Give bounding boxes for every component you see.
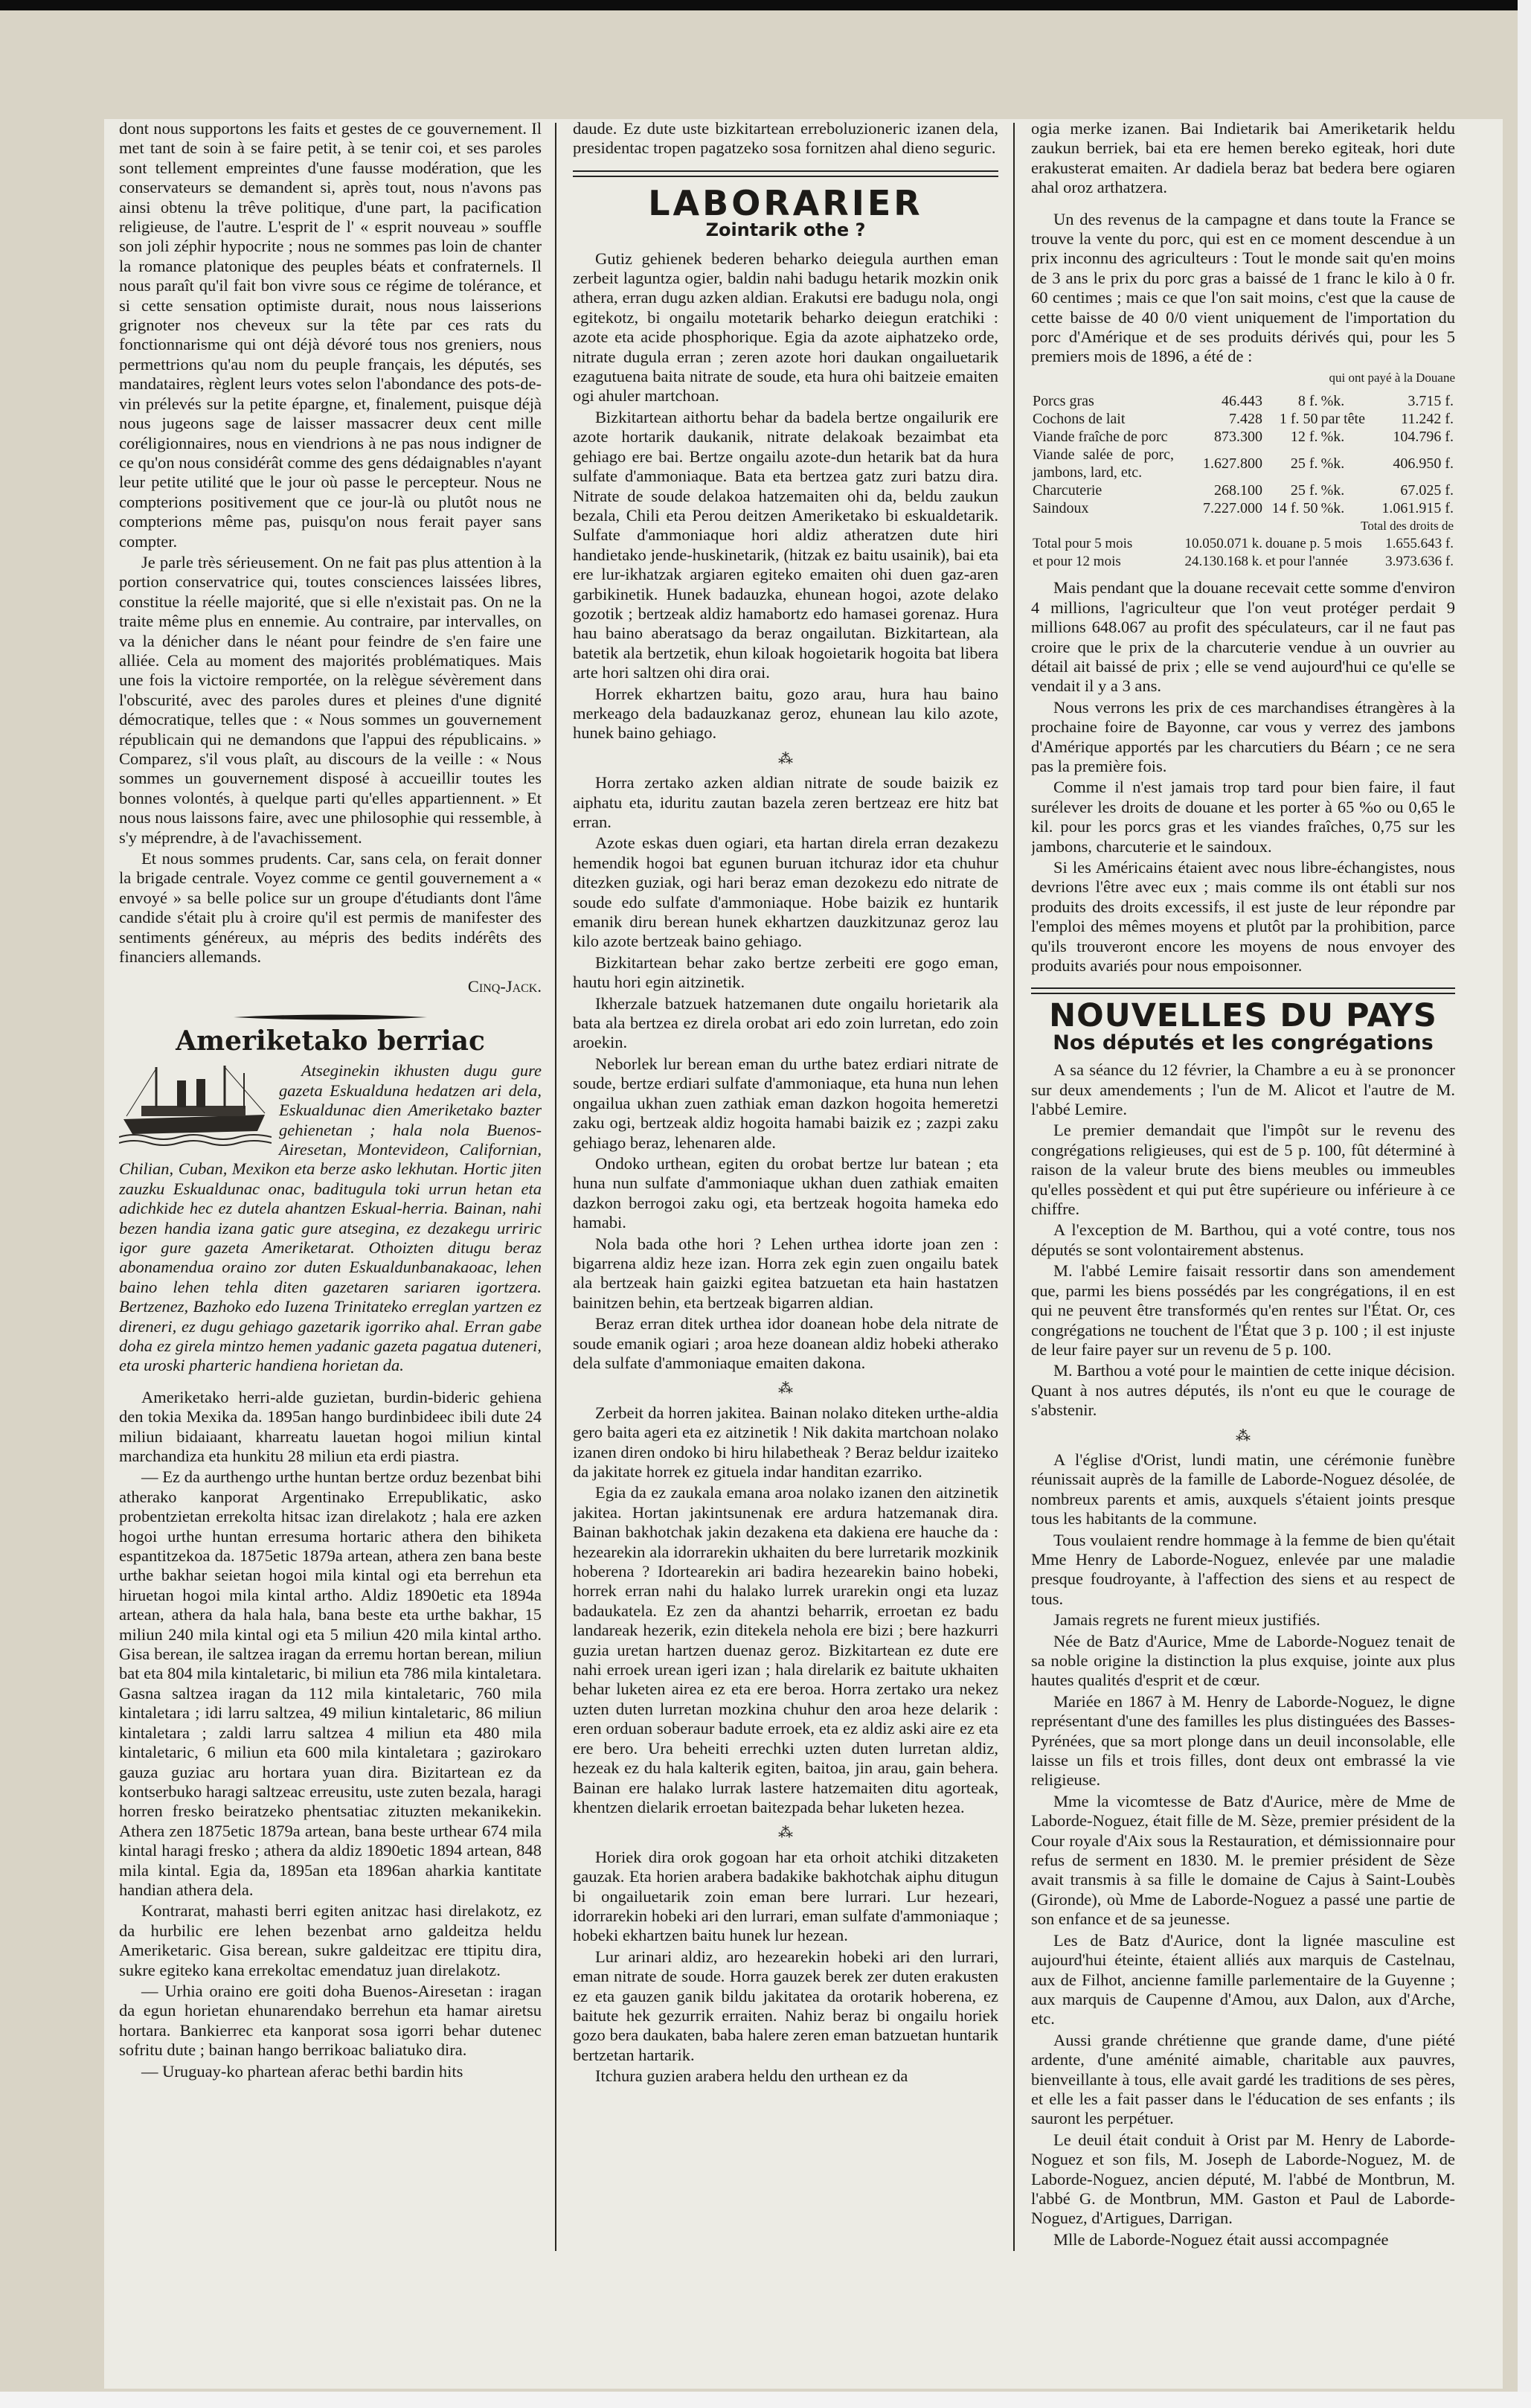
paragraph-italic: Atseginekin ikhusten dugu gure gazeta Eskualduna hedatzen ari dela, Eskualdunac dien Ameriketako bazter gehienetan ; hala nola Buenos-Airesetan, Montevideon, Californian, Chilian, Cuban, Mexikon eta berze asko lekhutan. Hortic jiten zauzku Eskualdunac onac, baditugula toki urrun hetan eta adichkide hec ez dutela ahantzen Eskual-herria. Bainan, nahi bezen handia izana gatic gure atseginа, ez dezakegu urriric igor gure gazeta Ameriketarat. Othoizten ditugu beraz abonamendua oraino zor duten Eskualdunbanakaoac, lehen baino lehen tehla diten gazetaren sariaren igortzera. Bertzenez, Bazhoko edo Iuzena Trinitateko erreglan yartzen ez direneri, ez dugu gehiago gazetarik igorriko ahal. Erran gabe doha ez girela mintzo hemen yadanic gazeta pagatua duteneri, eta uroski pharteric handiena horietan da.: [119, 1061, 542, 1375]
paragraph: A sa séance du 12 février, la Chambre a eu à se prononcer sur deux amendements ; l'un de M. Alicot et l'autre de M. l'abbé Lemire.: [1031, 1060, 1455, 1119]
table-cell: 14 f. 50: [1271, 500, 1318, 517]
table-cell: 406.950 f.: [1393, 455, 1454, 473]
table-cell: 46.443: [1221, 393, 1262, 410]
table-row: [1031, 535, 1455, 553]
paragraph: ogia merke izanen. Bai Indietarik bai Ameriketarik heldu zaukun berriek, bai eta ere hemen bereko egiteak, hori dute erakusterat emaiten. Ar dadiela beraz bat bedera bere ogiaren ahal oroz arthatzera.: [1031, 119, 1455, 197]
table-cell: 12 f.: [1290, 429, 1318, 446]
paragraph: M. l'abbé Lemire faisait ressortir dans son amendement que, parmi les biens possédés par les congrégations, il en est qui ne peuvent être transformés qu'en rentes sur l'État. Or, ces congrégations ne touchent de l'État que 3 p. 100 ; il est injuste de leur faire payer sur un revenu de 5 p. 100.: [1031, 1261, 1455, 1359]
paragraph: Je parle très sérieusement. On ne fait pas plus attention à la portion conservatrice qui, toutes consciences laissées libres, constitue la réelle majorité, que si elle n'existait pas. On ne la traite même plus en ennemie. Au contraire, par intervalles, on va la dénicher dans le néant pour feindre de s'en faire une alliée. Cela au moment des majorités problématiques. Mais une fois la victoire remportée, on la relègue sévèrement dans l'obscurité, avec des paroles dures et pleines d'une dignité démocratique, telles que : « Nous sommes un gouvernement républicain qui ne demandons que l'appui des républicains. » Comparez, s'il vous plaît, au discours de la veille : « Nous sommes un gouvernement disposé à accueillir toutes les bonnes volontés, à quelque parti qu'elles appartiennent. » Et nous nous laissons faire, avec une philosophie qui ressemble, à s'y méprendre, à de l'avachissement.: [119, 552, 542, 847]
section-heading-nouvelles: NOUVELLES DU PAYS: [1049, 997, 1437, 1035]
section-heading-amer: Ameriketako berriac: [176, 1025, 485, 1057]
paragraph: Nous verrons les prix de ces marchandises étrangères à la prochaine foire de Bayonne, car vous y verrez des jambons d'Amérique apportés par les charcutiers du Béarn ; ce ne sera pas la première fois.: [1031, 697, 1455, 775]
paragraph: Et nous sommes prudents. Car, sans cela, on ferait donner la brigade centrale. Voyez comme ce gentil gouvernement a « envoyé » sa belle police sur un groupe d'étudiants dont l'âme candide s'était plu à croire qu'il est permis de manifester des sentiments généreux, au mépris des bedits indérêts des financiers allemands.: [119, 849, 542, 967]
table-cell: Total des droits de: [1361, 519, 1454, 534]
paragraph: Egia da ez zaukala emana aroa nolako izanen den aitzinetik jakitea. Hortan jakintsunenak ere ardura hatzemanak dira. Bainan bakhotchak jakin dezakena eta dakiena ere hauche da : hezearekin ala idorrarekin ukhaiten du bere lurretarik mozkinik hoberena ? Idortearekin ari badira hezearekin baino hobeki, horrek erran nahi du halako lurrek urarekin ongi eta luzaz badaukatela. Ez zen da ahantzi beharrik, erroetan ez badu landareak hezerik, ezin ditekela nehola ere bizi ; bere hazkurri guzia uretan hartzen duenaz geroz. Bizkitartean ez dute ere nahi erroek urean igeri izan ; hala direlarik ez baitute ukhaiten behar luketen airea ez eta ere beroa. Horra zertako ura nekez uzten duten lurretan mozkina chuhur den aroa heze delarik : eren orduan soberaur badute erroek, eta ez aldiz aski aire ez eta ere bero. Ura beheiti errechki uzten duten lurretan aldiz, hezeak ez du hala kalterik egiten, baitoa, jin arau, gain behera. Bainan ere halako lurrak lastere hatzemaiten ditu agorteak, khentzen dielarik erroetan baitezpada behar luketen hezea.: [573, 1483, 998, 1816]
paragraph: A l'église d'Orist, lundi matin, une cérémonie funèbre réunissait auprès de la famille de Laborde-Noguez désolée, de nombreux parents et amis, auxquels s'étaient joints presque tous les habitants de la commune.: [1031, 1450, 1455, 1528]
table-cell: %k.: [1320, 429, 1345, 446]
paragraph: Neborlek lur berean eman du urthe batez erdiari nitrate de soude, bertze erdiari sulfate d'ammoniaque, eta huna nun lehen ongailua ukhan zuen zathiak eman dazkon hogoita hemeretzi zaku ogi, bertzeak aldiz hogoita hamabi baizik ez ; zazpi zaku gehiago beraz, lehenaren alde.: [573, 1054, 998, 1152]
double-rule: [1031, 987, 1455, 994]
ornamental-divider: [234, 1014, 427, 1021]
paragraph: Ikherzale batzuek hatzemanen dute ongailu horietarik ala bata ala bertzea ez direla orobat ari edo zoin lurretan, edo zoin aroekin.: [573, 993, 998, 1052]
paragraph: Horra zertako azken aldian nitrate de soude baizik ez aiphatu eta, iduritu zautan bazela zeren bertzeaz ere hitz bat erran.: [573, 773, 998, 831]
column-right: [1031, 119, 1455, 2363]
table-cell: 10.050.071 k.: [1184, 536, 1262, 552]
paragraph: Tous voulaient rendre hommage à la femme de bien qu'était Mme Henry de Laborde-Noguez, enlevée par une maladie presque foudroyante, à l'affection des siens et au respect de tous.: [1031, 1530, 1455, 1608]
table-cell: 1.061.915 f.: [1381, 500, 1454, 517]
table-cell: 1.627.800: [1202, 455, 1262, 473]
asterism: ⁂: [778, 1825, 793, 1842]
table-row: [1031, 499, 1455, 517]
table-cell: 3.715 f.: [1408, 393, 1454, 410]
paragraph: Bizkitartean aithortu behar da badela bertze ongailurik ere azote hortarik daukanik, nitrate delakoak bezaimbat eta gehiago ere bai. Bertze ongailu azote-dun hetarik bat da hura sulfate d'ammoniaque. Bata eta bertzea gatz zuri batzu dira. Nitrate de soude delakoa hatzemaiten ohi da, beldu zaukun bezala, Chili eta Perou deitzen Ameriketako bi eskualdetarik. Sulfate d'ammoniaque hori aldiz atheratzen dute hiri handietako jende-huskinetarik, (hitzak ez baitu usainik), bai eta ere lur-ikhatzak argiaren egiteko emaiten ohi duen gaz-aren garbikinetik. Hunek badauzka, ehunean hogoi, azote delako gozotik ; bertzeak aldiz hamabortz edo hamasei gorenaz. Hura hau baino aberatsago da beraz ongailutan. Bizkitartean, ala batetik ala bertzetik, ehun kiloak hogoietarik hogoita bat libera arte hori saltzen ohi dira orai.: [573, 407, 998, 682]
paragraph: Zerbeit da horren jakitea. Bainan nolako diteken urthe-aldia gero baita ageri eta ez aitzinetik ! Nik dakita martchoan nolako izanen diren ondoko bi hiru hilabetheak ? Beraz beldur izaiteko da jakitate horrek ez gituela indar handitan ezarriko.: [573, 1403, 998, 1481]
table-cell: 104.796 f.: [1393, 429, 1454, 446]
paragraph: Mais pendant que la douane recevait cette somme d'environ 4 millions, l'agriculteur que l'on veut protéger perdait 9 millions 648.067 au profit des spéculateurs, car il ne faut pas croire que le prix de la charcuterie vendue à un ouvrier au détail ait baissé de prix ; elle se vend aujourd'hui ce qu'elle se vendait il y a 3 ans.: [1031, 578, 1455, 696]
paragraph: Gutiz gehienek bederen beharko deiegula aurthen eman zerbeit laguntza ogier, baldin nahi badugu hetarik mozkin onik athera, erran dugu azken aldian. Erakutsi ere badugu nola, ongi egitekotz, bi ongailu motetarik beharko deiegun eratchiki : azote eta acide phosphorique. Egia da azote aiphatzeko orde, nitrate dugula erran ; zeren azote hori daukan ongailuetarik ezagutuena baita nitrate de soude, eta hura ohi baitzeie emaiten ogi ahuler martchoan.: [573, 249, 998, 406]
paragraph: Horrek ekhartzen baitu, gozo arau, hura hau baino merkeago dela badauzkanaz geroz, ehunean lau kilo azote, hunek baino gehiago.: [573, 684, 998, 743]
paragraph: Si les Américains étaient avec nous libre-échangistes, nous devrions l'être avec eux ; mais comme ils ont établi sur nos produits des droits excessifs, il est juste de leur répondre par l'emploi des mêmes moyens et plutôt par la prohibition, parce qu'ils trouveront encore les moyens de nous envoyer des produits avariés pour nous empoisonner.: [1031, 857, 1455, 975]
signature: Cinq-Jack.: [467, 977, 542, 996]
paragraph: daude. Ez dute uste bizkitartean erreboluzioneric izanen dela, presidentac tropen pagatzeko sosa fornitzen ahal dieno seguric.: [573, 119, 998, 158]
table-cell: Total pour 5 mois: [1033, 536, 1133, 552]
table-cell: 25 f.: [1290, 482, 1318, 499]
paragraph: Ondoko urthean, egiten du orobat bertze lur batean ; eta huna nun sulfate d'ammoniaque ukhan duen zathiak emaiten dazkon berrogoi zaku ogi, eta bertzeak hogoita hameka edo hamabi.: [573, 1153, 998, 1232]
paragraph: Jamais regrets ne furent mieux justifiés.: [1053, 1610, 1320, 1630]
asterism: ⁂: [1236, 1427, 1251, 1444]
paragraph: Mariée en 1867 à M. Henry de Laborde-Noguez, le digne représentant d'une des familles les plus distinguées des Basses-Pyrénées, que sa mort plonge dans un deuil inconsolable, elle laisse un fils et trois filles, dont deux ont embrassé la vie religieuse.: [1031, 1691, 1455, 1790]
paragraph: Itchura guzien arabera heldu den urthean ez da: [595, 2066, 908, 2086]
paragraph: Un des revenus de la campagne et dans toute la France se trouve la vente du porc, qui est en ce moment descendue à un prix inconnu des agriculteurs : Tout le monde sait qu'en moins de 3 ans le prix du porc gras a baissé de 1 franc le kilo à 0 fr. 60 centimes ; mais ce que l'on sait moins, c'est que la cause de cette baisse de 40 0/0 vient uniquement de l'importation du porc d'Amérique et de ses produits dérivés qui, pour les 5 premiers mois de 1896, a été de :: [1031, 209, 1455, 366]
paragraph: Le premier demandait que l'impôt sur le revenu des congrégations religieuses, qui est de 5 p. 100, fût déterminé à raison de la valeur brute des biens meubles ou immeubles qu'elles possèdent et qui put être supérieure ou inférieure à ce chiffre.: [1031, 1121, 1455, 1219]
paragraph: Nola bada othe hori ? Lehen urthea idorte joan zen : bigarrena aldiz heze izan. Horra zek egin zuen ongailu batek ala bertzeak hain gaizki egitea batzuetan eta hain hastatzen bainitzen behin, eta bertzeak bigarren aldian.: [573, 1234, 998, 1312]
table-cell: Viande fraîche de porc: [1033, 429, 1168, 446]
paragraph: Le deuil était conduit à Orist par M. Henry de Laborde-Noguez et son fils, M. Joseph de Laborde-Noguez, M. de Laborde-Noguez, ancien député, M. l'abbé de Montbrun, M. l'abbé G. de Montbrun, MM. Gaston et Paul de Laborde-Noguez, d'Artigues, Darrigan.: [1031, 2130, 1455, 2228]
scan-bottom-edge: [0, 2392, 1531, 2408]
section-subheading: Zointarik othe ?: [705, 220, 866, 241]
table-header-note: qui ont payé à la Douane: [1329, 370, 1455, 385]
table-cell: 1.655.643 f.: [1385, 536, 1454, 552]
table-cell: Porcs gras: [1033, 393, 1094, 410]
section-heading-laborarier: LABORARIER: [648, 182, 923, 223]
table-cell: %k.: [1320, 393, 1345, 410]
paragraph: dont nous supportons les faits et gestes de ce gouvernement. Il met tant de soin à se faire petit, à se tenir coi, et ses paroles sont tellement empreintes d'une fausse modération, que les conservateurs se demandent si, après tout, nous n'avons pas ainsi obtenu la trêve politique, d'une part, la pacification religieuse, de l'autre. L'esprit de l' « esprit nouveau » souffle son joli zéphir hypocrite ; nous ne sommes pas loin de chanter la romance platonique des peuples béats et confraternels. Il nous paraît qu'il fait bon vivre sous ce régime de tolérance, et si cette sensation optimiste durait, nous nous laisserions grignoter nos cheveux sur la tête par ces rats du fonctionnarisme qui ont déjà dévoré tous nos greniers, nous permettrions qu'au nom du peuple français, les députés, ses mandataires, règlent leurs votes selon l'abondance des pots-de-vin prélevés sur la petite épargne, et, finalement, puisque déjà nous jugeons sage de laisser massacrer deux cent mille coréligionnaires, nous en viendrions à ne pas nous indigner de ce qu'on nous considérât comme des gens dédaignables n'ayant leur petite utilité que le jour où passe le percepteur. Nous ne compterions positivement que ce jour-là ou plutôt nous ne compterions même pas, puisqu'on nous ferait payer sans compter.: [119, 119, 542, 551]
paragraph: Bizkitartean behar zako bertze zerbeiti ere gogo eman, hautu hori egin aitzinetik.: [573, 952, 998, 992]
paragraph: Aussi grande chrétienne que grande dame, d'une piété ardente, d'une aménité aimable, charitable aux pauvres, bienveillante à tous, elle avait gardé les traditions de ses pères, et elle les a fait passer dans le l'éducation de ses enfants ; ils sauront les perpétuer.: [1031, 2030, 1455, 2128]
paragraph: — Ez da aurthengo urthe huntan bertze orduz bezenbat bihi atherako kanporat Argentinako Errepublikatic, asko probentzietan errekolta hitsac izan direlakotz ; hala ere azken hogoi urthe huntan erresuma hortaric athera den bihiketa espantitzekoa da. 1875etic 1879a artean, athera zen bana beste urthe bakhar seietan hogoi mila kintal ogi eta berrehun eta hiruetan hogoi mila kintal artho. Aldiz 1890etic eta 1894a artean, athera da hala hala, bana beste eta urthe bakhar, 15 miliun 240 mila kintal ogi eta 5 miliun 420 mila kintal artho. Gisa berean, ile saltzea iragan da erremu hortan berean, miliun bat eta 804 mila kintaletaric, bi miliun eta 786 mila kintaletara. Gasna saltzea iragan da 112 mila kintaletaric, 760 mila kintaletara ; idi larru saltzea, 49 miliun kintaletaric, 86 miliun kintaletara ; zaldi larru saltzea 4 miliun eta 480 mila kintaletaric, 6 miliun eta 600 mila kintaletara ; gazirokaro gauza guziac aru hortara yuan dira. Bizitartean ez da kontserbuko haragi saltzeac erreusitu, uste zuten bezala, haragi horren fresko beiratzeko phentsatiac zituzten mekanikekin. Athera zen 1875etic 1879a artean, bana beste urthear 674 mila kintal haragi fresko ; athera da aldiz 1890etic 1894 artean, 848 mila kintal. Egia da, 1895an eta 1896an aharkia kantitate handian athera dela.: [119, 1467, 542, 1899]
paragraph: Azote eskas duen ogiari, eta hartan direla erran dezakezu hemendik hogoi bat egunen buruan itchuraz idor eta chuhur ditezken guziak, ogi hari beraz eman dezokezu edo nitrate de soude edo sulfate d'ammoniaque. Hobe baizik ez huntarik emanik diru berean hunek ekhartzen dauzkitzunaz geroz lau kilo azote bertzeak baino gehiago.: [573, 833, 998, 951]
table-cell: 67.025 f.: [1400, 482, 1454, 499]
table-row: [1031, 410, 1455, 428]
paragraph: Lur arinari aldiz, aro hezearekin hobeki ari den lurrari, eman nitrate de soude. Horra gauzek berek zer duten erakusten ez eta gauzen ganik bildu jakitatea da orotarik hoberena, ez baitute hek gezurrik erraiten. Nahiz beraz bi ongailu horiek gozo bera daukaten, baba halere zeren eman batzuetan huntarik bertzetan hartarik.: [573, 1947, 998, 2064]
table-cell: %k.: [1320, 500, 1345, 517]
table-cell: 268.100: [1213, 482, 1262, 499]
paragraph: Mme la vicomtesse de Batz d'Aurice, mère de Mme de Laborde-Noguez, était fille de M. Sèze, premier président de la Cour royale d'Aix sous la Restauration, et démissionnaire pour refus de serment en 1830. M. le premier président de Sèze avait transmis à sa fille le domaine de Cajus à Saint-Loubès (Gironde), où Mme de Laborde-Noguez a passé une partie de son enfance et de sa jeunesse.: [1031, 1791, 1455, 1929]
section-subheading: Nos députés et les congrégations: [1053, 1031, 1434, 1054]
table-cell: et pour l'année: [1265, 554, 1348, 570]
paragraph: M. Barthou a voté pour le maintien de cette inique décision. Quant à nos autres députés, ils n'ont eu que le courage de s'abstenir.: [1031, 1361, 1455, 1420]
table-cell: 3.973.636 f.: [1385, 554, 1454, 570]
table-row: [1031, 517, 1455, 535]
table-cell: Viande salée de porc, jambons, lard, etc.: [1033, 446, 1174, 481]
asterism: ⁂: [778, 1380, 793, 1397]
table-cell: 25 f.: [1290, 455, 1318, 473]
paragraph: Mlle de Laborde-Noguez était aussi accompagnée: [1053, 2229, 1389, 2249]
paragraph: Horiek dira orok gogoan har eta orhoit atchiki ditzaketen gauzak. Eta horien arabera badakike bakhotchak aiphu ditugun bi ongailuetarik zoin eman bere lurrari. Lur hezeari, idorrarekin hobeki ari den lurrari, eman sulfate d'ammoniaque ; hobeki ekhartzen baitu hunek lur hezean.: [573, 1847, 998, 1945]
table-row: [1031, 446, 1455, 481]
asterism: ⁂: [778, 750, 793, 767]
table-cell: Cochons de lait: [1033, 411, 1126, 428]
steamship-illustration: [119, 1063, 272, 1150]
paragraph: — Uruguay-ko phartean aferac bethi bardin hits: [141, 2061, 463, 2081]
table-cell: douane p. 5 mois: [1265, 536, 1362, 552]
paragraph: A l'exception de M. Barthou, qui a voté contre, tous nos députés se sont volontairement abstenus.: [1031, 1220, 1455, 1259]
table-cell: 1 f. 50: [1279, 411, 1318, 428]
table-row: [1031, 553, 1455, 571]
scan-right-edge: [1518, 0, 1531, 2408]
table-cell: 8 f.: [1297, 393, 1318, 410]
table-cell: %k.: [1320, 455, 1345, 473]
column-rule: [555, 123, 556, 2251]
paragraph: — Urhia oraino ere goiti doha Buenos-Airesetan : iragan da egun horietan ehunarendako berrehun eta hamar airetsu hortara. Bankierrec eta kanporat sosa igorri behar dutenec sofritu dute ; bainan hango berrikoac baliatuko dira.: [119, 1981, 542, 2060]
column-left: [119, 119, 542, 2363]
table-cell: Saindoux: [1033, 500, 1089, 517]
table-cell: et pour 12 mois: [1033, 554, 1121, 570]
paragraph: Ameriketako herri-alde guzietan, burdin-bideric gehiena den tokia Mexika da. 1895an hango burdinbideec ibili dute 24 miliun bidaiaant, kharreatu lauetan hogoi miliun kintal marchandiza eta hunkitu 28 miliun eta erdi piastra.: [119, 1387, 542, 1465]
column-middle: [573, 119, 998, 2363]
double-rule: [573, 170, 998, 177]
paragraph: Comme il n'est jamais trop tard pour bien faire, il faut surélever les droits de douane et les porter à 65 %o ou 0,65 le kil. pour les porcs gras et les viandes fraîches, 0,75 sur les jambons, charcuterie et le saindoux.: [1031, 778, 1455, 856]
table-cell: %k.: [1320, 482, 1345, 499]
paragraph: Née de Batz d'Aurice, Mme de Laborde-Noguez tenait de sa noble origine la distinction la plus exquise, jointe aux plus hautes qualités d'esprit et de cœur.: [1031, 1631, 1455, 1690]
table-cell: 7.227.000: [1202, 500, 1262, 517]
table-cell: Charcuterie: [1033, 482, 1102, 499]
table-cell: par tête: [1320, 411, 1365, 428]
paragraph: Beraz erran ditek urthea idor doanean hobe dela nitrate de soude emanik ogiari ; aroa heze doanean aldiz hobeki atherako dela sulfate d'ammoniaque emaiten dakona.: [573, 1314, 998, 1372]
table-row: [1031, 428, 1455, 446]
import-price-table: [1031, 392, 1455, 571]
table-row: [1031, 481, 1455, 499]
paragraph: Les de Batz d'Aurice, dont la lignée masculine est aujourd'hui éteinte, étaient alliés aux marquis de Castelnau, aux de Filhot, ancienne famille parlementaire de la Guyenne ; aux marquis de Caupenne d'Amou, aux Dalon, aux d'Arche, etc.: [1031, 1930, 1455, 2028]
table-cell: 24.130.168 k.: [1184, 554, 1262, 570]
table-cell: 7.428: [1228, 411, 1262, 428]
column-rule: [1013, 123, 1015, 2251]
scan-top-edge: [0, 0, 1531, 10]
table-cell: 11.242 f.: [1401, 411, 1454, 428]
table-cell: 873.300: [1213, 429, 1262, 446]
paragraph: Kontrarat, mahasti berri egiten anitzac hasi direlakotz, ez da hurbilic ere lehen bezenbat arno galdeitza heldu Ameriketaric. Gisa berean, sukre galdeitzac ere ttipitu dira, sukre egiteko kana errekoltac emendatuz juan direlakotz.: [119, 1901, 542, 1979]
table-row: [1031, 392, 1455, 410]
